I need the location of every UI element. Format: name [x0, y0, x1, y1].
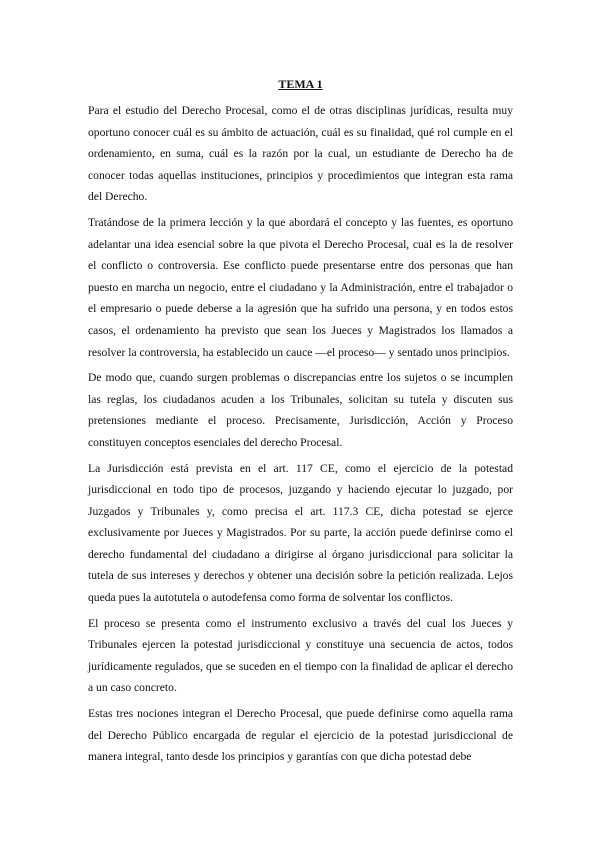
- page-title: TEMA 1: [278, 77, 323, 91]
- paragraph-6: Estas tres nociones integran el Derecho Procesal, que puede definirse como aquella rama del Derecho Público encargada de regular el ejercicio de la potestad jurisdiccional de manera integral, tanto desde los principios y garantías con que dicha potestad debe: [88, 707, 513, 764]
- paragraph-3: De modo que, cuando surgen problemas o discrepancias entre los sujetos o se incumplen las reglas, los ciudadanos acuden a los Tribunales, solicitan su tutela y discuten sus pretensiones mediante el proceso. Precisamente, Jurisdicción, Acción y Proceso constituyen conceptos esenciales del derecho Procesal.: [88, 371, 513, 449]
- paragraph-5: El proceso se presenta como el instrumento exclusivo a través del cual los Jueces y Tribunales ejercen la potestad jurisdiccional y constituye una secuencia de actos, todos jurídicamente regulados, que se suceden en el tiempo con la finalidad de aplicar el derecho a un caso concreto.: [88, 616, 513, 695]
- paragraph-2: Tratándose de la primera lección y la que abordará el concepto y las fuentes, es oportuno adelantar una idea esencial sobre la que pivota el Derecho Procesal, cual es la de resolver el conflicto o controversia. Ese conflicto puede presentarse entre dos personas que han puesto en marcha un negocio, entre el ciudadano y la Administración, entre el trabajador o el empresario o puede deberse a la agresión que ha sufrido una persona, y en todos estos casos, el ordenamiento ha previsto que sean los Jueces y Magistrados los llamados a resolver la controversia, ha establecido un cauce —el proceso— y sentado unos principios.: [88, 215, 513, 359]
- paragraph-4: La Jurisdicción está prevista en el art. 117 CE, como el ejercicio de la potestad jurisdiccional en todo tipo de procesos, juzgando y haciendo ejecutar lo juzgado, por Juzgados y Tribunales y, como precisa el art. 117.3 CE, dicha potestad se ejerce exclusivamente por Jueces y Magistrados. Por su parte, la acción puede definirse como el derecho fundamental del ciudadano a dirigirse al órgano jurisdiccional para solicitar la tutela de sus intereses y derechos y obtener una decisión sobre la petición realizada. Lejos queda pues la autotutela o autodefensa como forma de solventar los conflictos.: [88, 461, 513, 605]
- paragraph-1: Para el estudio del Derecho Procesal, como el de otras disciplinas jurídicas, resulta muy oportuno conocer cuál es su ámbito de actuación, cuál es su finalidad, qué rol cumple en el ordenamiento, en suma, cuál es la razón por la cual, un estudiante de Derecho ha de conocer todas aquellas instituciones, principios y procedimientos que integran esta rama del Derecho.: [88, 104, 513, 204]
